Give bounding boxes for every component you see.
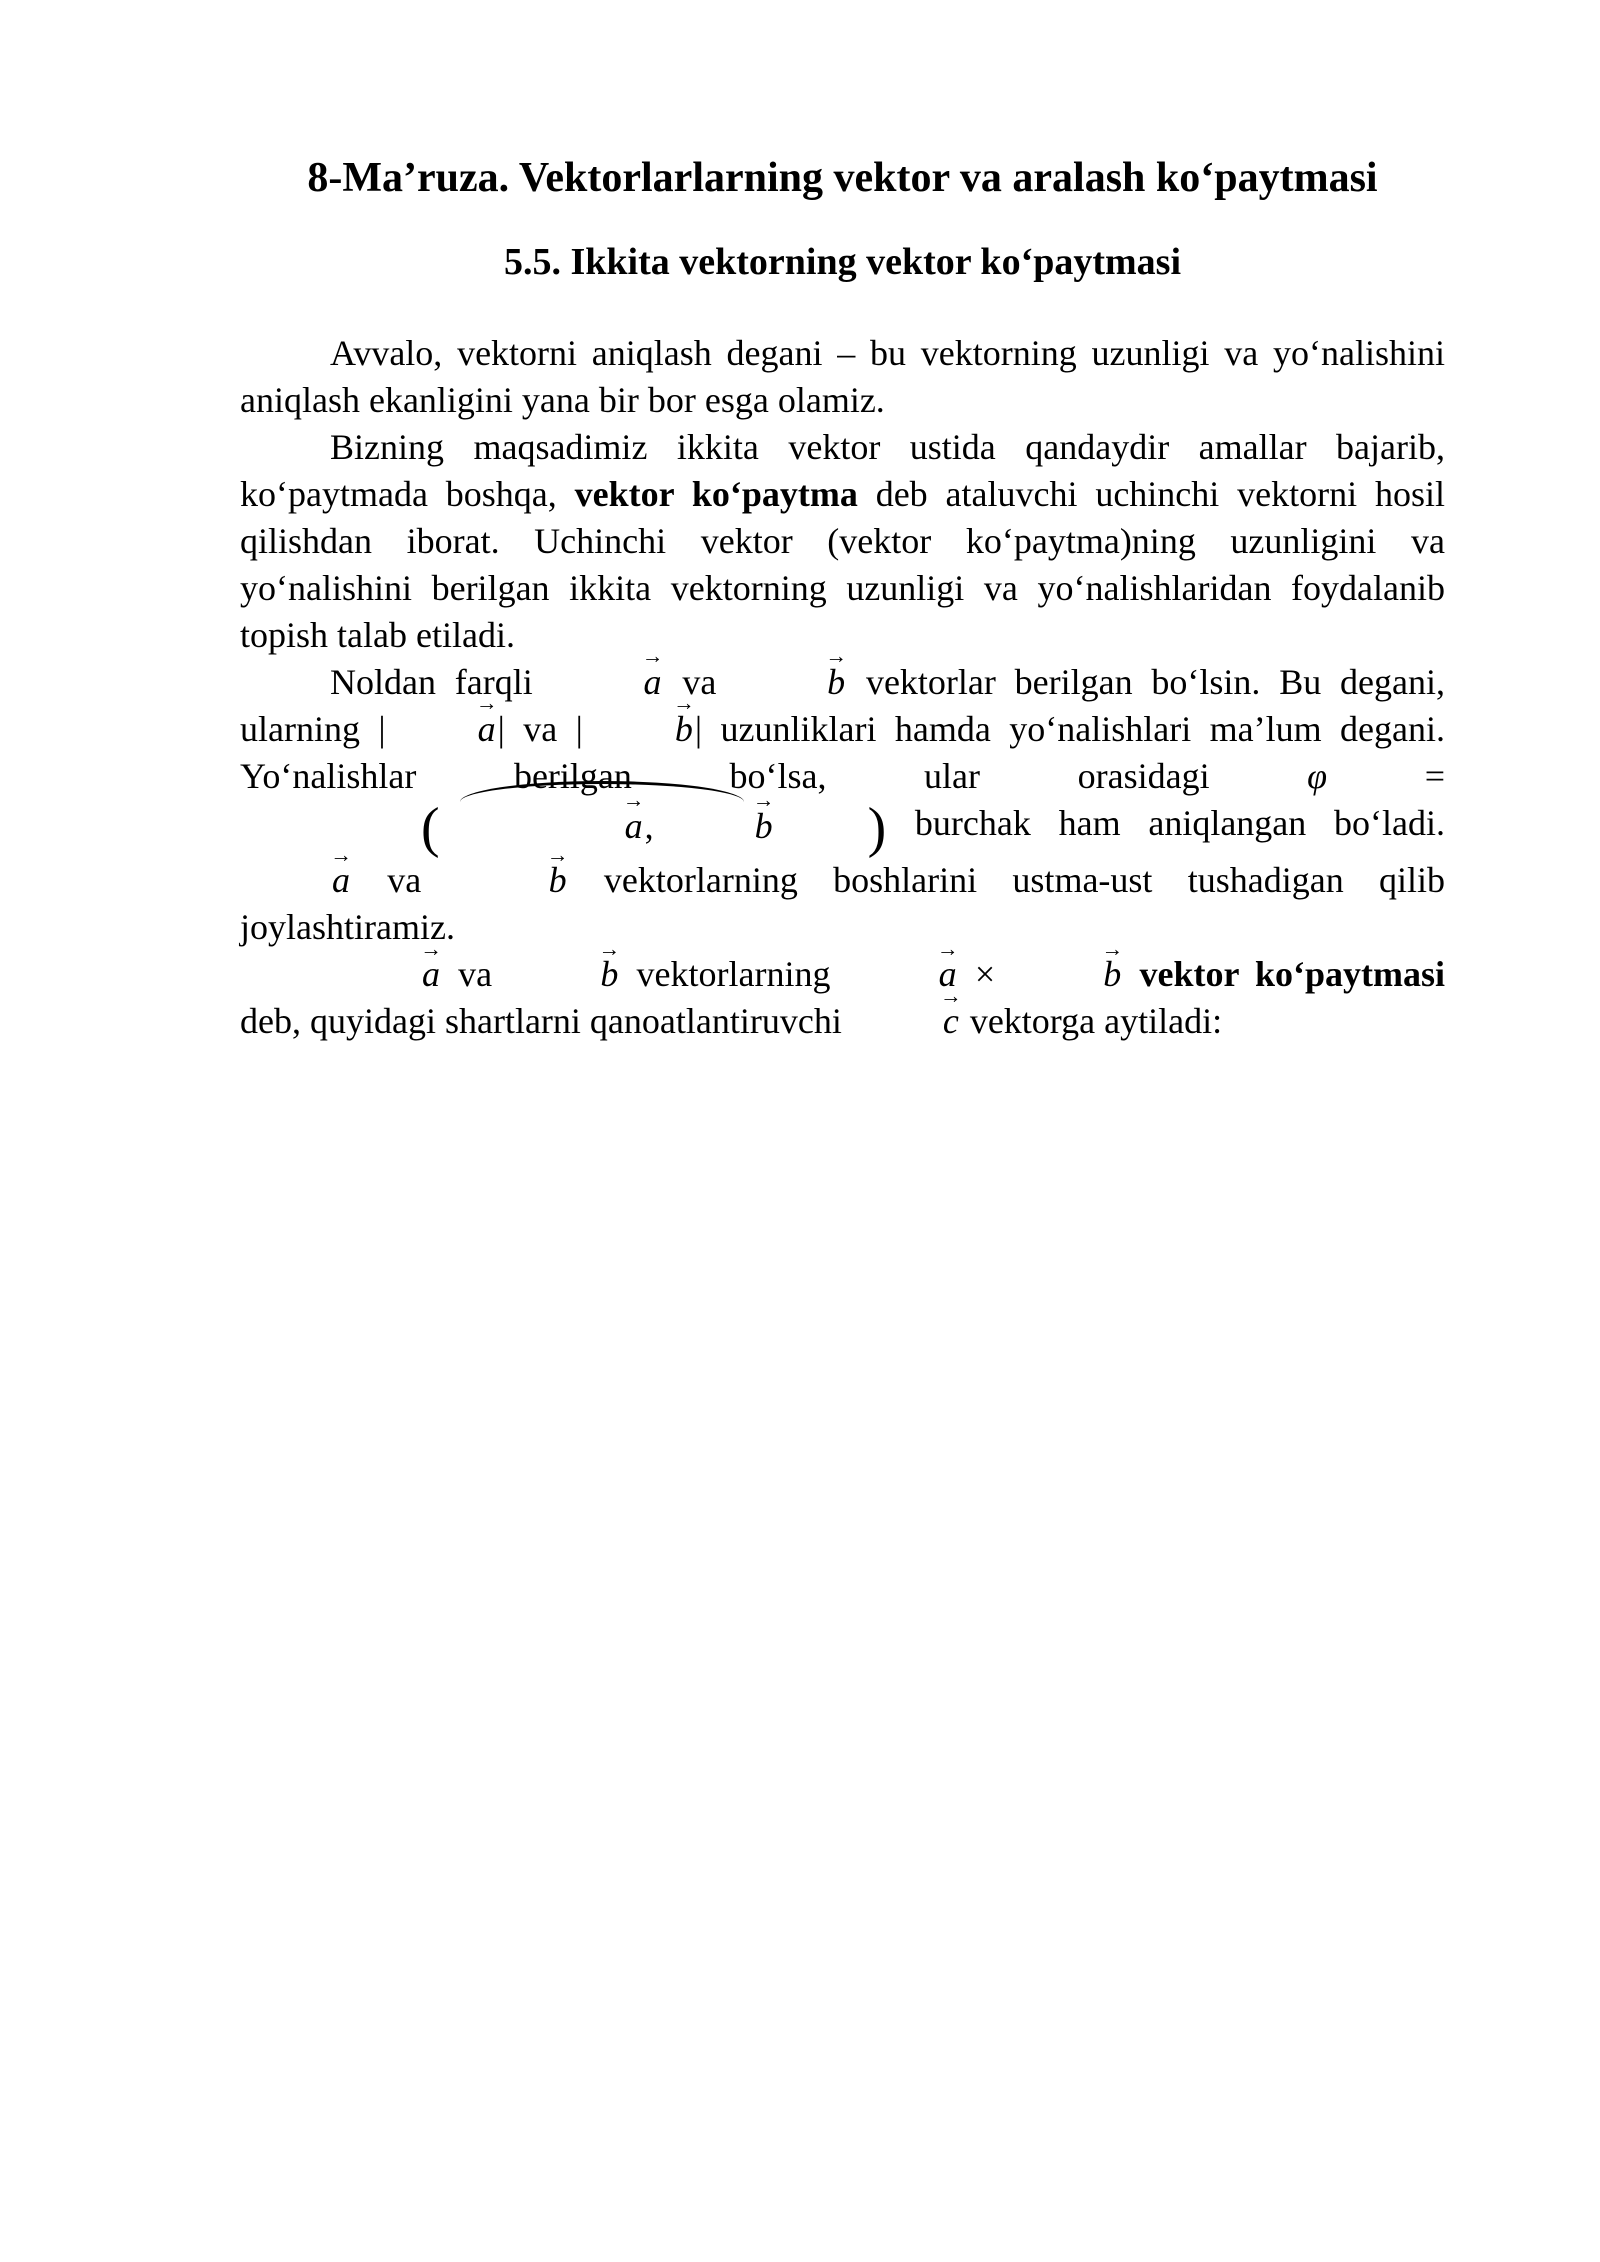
bold-text: vektor ko‘paytmasi bbox=[1139, 954, 1445, 995]
vector-symbol-a: → a bbox=[240, 857, 352, 904]
lecture-title: 8-Ma’ruza. Vektorlarlarning vektor va aralash ko‘paytmasi bbox=[307, 155, 1378, 201]
text-run: deb ataluvchi uchinchi vektorni hosil qilishdan iborat. Uchinchi vektor (vektor ko‘paytma)ning uzunligini va yo‘nalishini berilgan ikkita vektorning uzunligi va yo‘nalishlaridan foydalanib topish talab etiladi. bbox=[240, 474, 1445, 655]
vector-symbol-b: → b bbox=[457, 857, 569, 904]
right-paren: ) bbox=[867, 797, 887, 860]
vector-symbol-a: → a bbox=[386, 706, 498, 753]
text-run bbox=[1123, 954, 1139, 994]
vector-symbol-a: → a bbox=[533, 803, 645, 850]
text-run: va bbox=[352, 860, 457, 901]
text-run: vektorlar berilgan bo‘lsin. Bu degani, ularning | bbox=[240, 662, 1446, 749]
text-run: va bbox=[442, 954, 509, 995]
vector-symbol-a: → a bbox=[847, 951, 959, 998]
text-run: vektorga aytiladi: bbox=[960, 1001, 1223, 1042]
document-body bbox=[240, 330, 1445, 1045]
vector-symbol-a: → a bbox=[330, 951, 442, 998]
vector-symbol-c: → c bbox=[851, 998, 961, 1045]
left-paren: ( bbox=[421, 797, 440, 860]
paragraph bbox=[240, 951, 1445, 1045]
italic-symbol: φ bbox=[1307, 756, 1328, 796]
text-run: | va | bbox=[497, 709, 583, 749]
vector-symbol-b: → b bbox=[735, 659, 847, 706]
text-run: Noldan farqli bbox=[330, 662, 552, 702]
text-run: | uzunliklari hamda yo‘nalishlari ma’lum degani. Yo‘nalishlar berilgan bo‘lsa, ular orasidagi bbox=[240, 709, 1445, 796]
text-run: × bbox=[958, 954, 1012, 995]
text-run: = bbox=[1327, 756, 1445, 796]
text-run: Avvalo, vektorni aniqlash degani – bu vektorning uzunligi va yo‘nalishini aniqlash ekanligini yana bir bor esga olamiz. bbox=[240, 333, 1445, 420]
text-run: deb, quyidagi shartlarni qanoatlantiruvchi bbox=[240, 1001, 851, 1042]
text-run: Bizning maqsadimiz ikkita vektor ustida qandaydir amallar bajarib, ko‘paytmada boshqa, bbox=[240, 427, 1445, 514]
paragraph bbox=[240, 424, 1445, 659]
text-run: va bbox=[663, 662, 736, 702]
page-content bbox=[240, 152, 1445, 1045]
paragraph bbox=[240, 659, 1445, 951]
bold-text: vektor ko‘paytma bbox=[574, 474, 858, 514]
vector-symbol-b: → b bbox=[663, 803, 775, 850]
section-title: 5.5. Ikkita vektorning vektor ko‘paytmasi bbox=[503, 240, 1182, 283]
vector-symbol-a: → a bbox=[552, 659, 664, 706]
text-run: vektorlarning boshlarini ustma-ust tushadigan qilib joylashtiramiz. bbox=[240, 860, 1446, 948]
text-run: burchak ham aniqlangan bo‘ladi. bbox=[887, 803, 1445, 843]
text-run: vektorlarning bbox=[620, 954, 847, 995]
vector-pair-with-hat: → a, → b bbox=[440, 803, 778, 850]
vector-symbol-b: → b bbox=[508, 951, 620, 998]
vector-symbol-b: → b bbox=[1011, 951, 1123, 998]
paragraph bbox=[240, 330, 1445, 424]
vector-symbol-b: → b bbox=[583, 706, 695, 753]
